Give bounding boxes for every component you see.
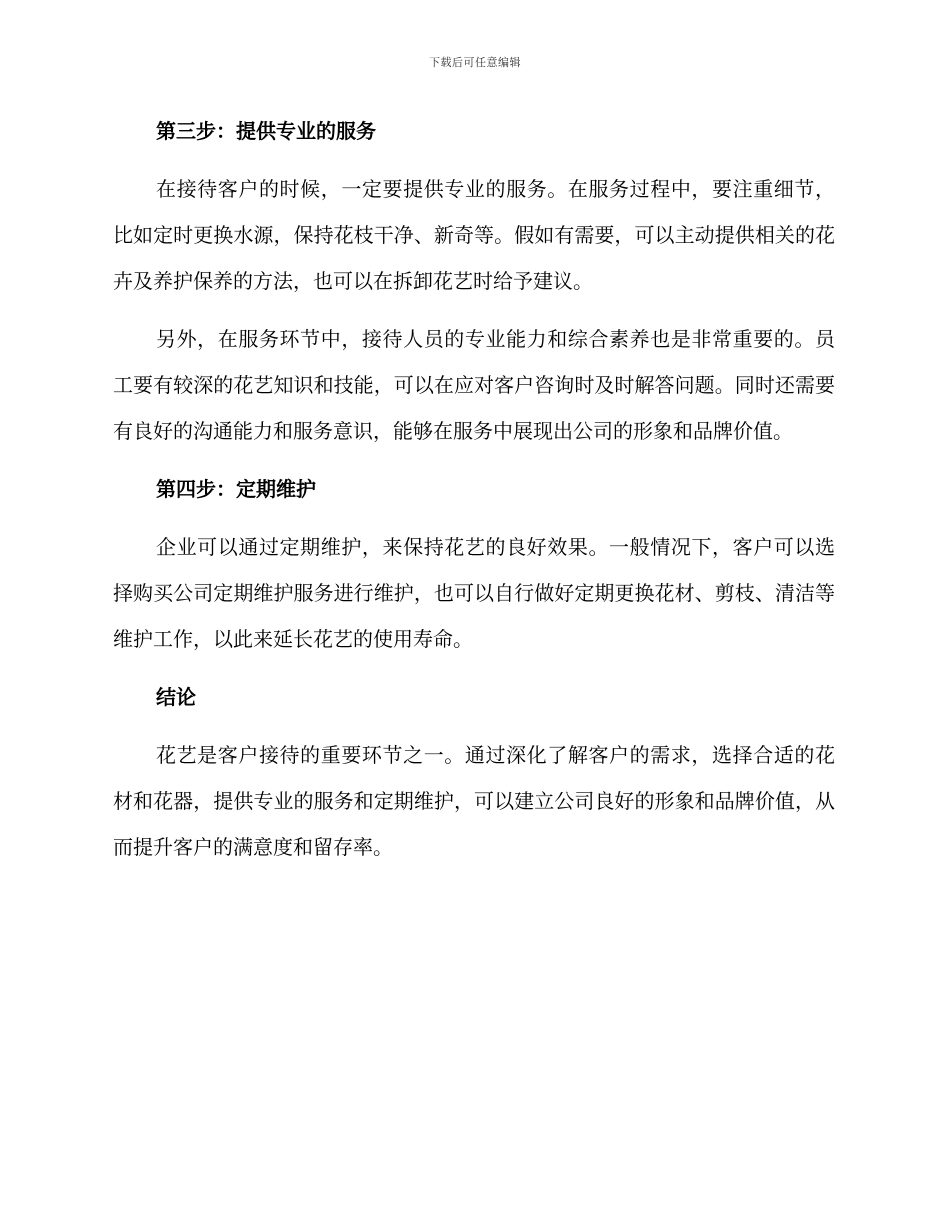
page-header-note: 下载后可任意编辑 [429, 56, 521, 69]
paragraph: 花艺是客户接待的重要环节之一。通过深化了解客户的需求，选择合适的花材和花器，提供专业的服务和定期维护，可以建立公司良好的形象和品牌价值，从而提升客户的满意度和留存率。 [113, 743, 835, 859]
section-step-four [113, 466, 835, 662]
section-conclusion [113, 674, 835, 870]
section-heading: 第三步：提供专业的服务 [156, 119, 376, 143]
section-heading: 结论 [156, 685, 196, 709]
paragraph: 企业可以通过定期维护，来保持花艺的良好效果。一般情况下，客户可以选择购买公司定期维护服务进行维护，也可以自行做好定期更换花材、剪枝、清洁等维护工作，以此来延长花艺的使用寿命。 [113, 535, 835, 651]
paragraph: 另外，在服务环节中，接待人员的专业能力和综合素养也是非常重要的。员工要有较深的花艺知识和技能，可以在应对客户咨询时及时解答问题。同时还需要有良好的沟通能力和服务意识，能够在服务中展现出公司的形象和品牌价值。 [113, 327, 835, 443]
section-step-three [113, 108, 835, 454]
document-body [113, 108, 835, 882]
section-heading: 第四步：定期维护 [156, 477, 316, 501]
paragraph: 在接待客户的时候，一定要提供专业的服务。在服务过程中，要注重细节，比如定时更换水源，保持花枝干净、新奇等。假如有需要，可以主动提供相关的花卉及养护保养的方法，也可以在拆卸花艺时给予建议。 [113, 177, 835, 293]
